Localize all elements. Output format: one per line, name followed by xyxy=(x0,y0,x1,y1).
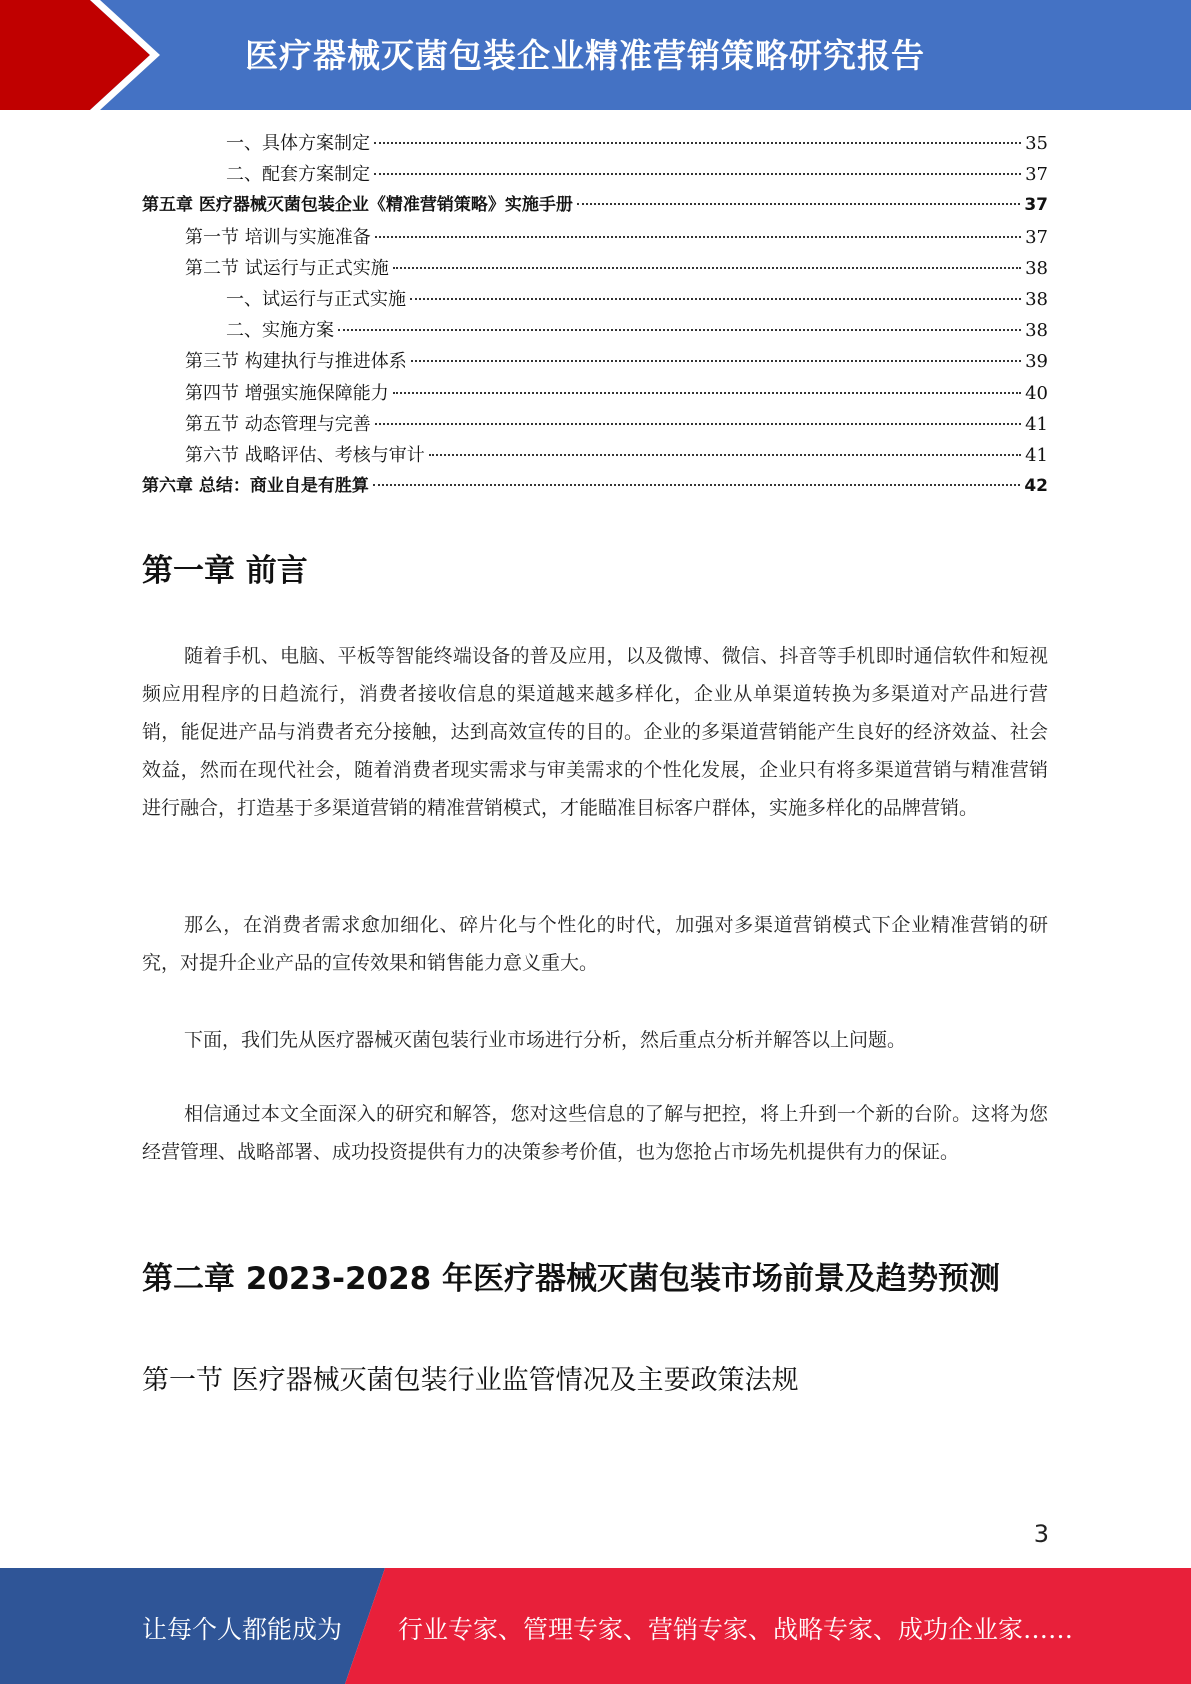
toc-dot-leader xyxy=(375,236,1021,238)
toc-entry-title: 第一节 培训与实施准备 xyxy=(185,226,371,248)
toc-entry-chapter[interactable] xyxy=(142,471,1048,502)
section-heading: 第一节 医疗器械灭菌包装行业监管情况及主要政策法规 xyxy=(142,1365,799,1396)
toc-entry-page: 38 xyxy=(1025,288,1048,310)
toc-dot-leader xyxy=(374,142,1021,144)
toc-entry[interactable] xyxy=(142,253,1048,284)
toc-entry-title: 一、具体方案制定 xyxy=(226,133,370,154)
page-footer xyxy=(0,1568,1191,1684)
toc-entry-title: 第六章 总结：商业自是有胜算 xyxy=(142,476,369,497)
toc-entry-title: 第五章 医疗器械灭菌包装企业《精准营销策略》实施手册 xyxy=(142,195,573,216)
toc-entry-title: 二、配套方案制定 xyxy=(226,164,370,186)
toc-entry-title: 第六节 战略评估、考核与审计 xyxy=(185,444,425,466)
table-of-contents xyxy=(142,128,1048,502)
toc-entry-page: 37 xyxy=(1024,195,1048,216)
toc-entry-chapter[interactable] xyxy=(142,190,1048,221)
toc-dot-leader xyxy=(373,484,1020,486)
toc-entry-title: 第二节 试运行与正式实施 xyxy=(185,257,389,279)
body-paragraph: 随着手机、电脑、平板等智能终端设备的普及应用，以及微博、微信、抖音等手机即时通信软件和短视频应用程序的日趋流行，消费者接收信息的渠道越来越多样化，企业从单渠道转换为多渠道对产品进行营销，能促进产品与消费者充分接触，达到高效宣传的目的。企业的多渠道营销能产生良好的经济效益、社会效益，然而在现代社会，随着消费者现实需求与审美需求的个性化发展，企业只有将多渠道营销与精准营销进行融合，打造基于多渠道营销的精准营销模式，才能瞄准目标客户群体，实施多样化的品牌营销。 xyxy=(142,645,1048,819)
toc-entry-page: 35 xyxy=(1025,133,1048,154)
toc-entry-title: 第五节 动态管理与完善 xyxy=(185,413,371,435)
toc-dot-leader xyxy=(577,203,1020,205)
toc-entry[interactable] xyxy=(142,159,1048,190)
toc-entry-title: 一、试运行与正式实施 xyxy=(226,288,406,310)
page-number: 3 xyxy=(1033,1520,1049,1548)
toc-entry-page: 42 xyxy=(1024,476,1048,497)
chapter-heading: 第一章 前言 xyxy=(142,553,308,589)
toc-dot-leader xyxy=(410,298,1021,300)
toc-entry[interactable] xyxy=(142,284,1048,315)
toc-entry[interactable] xyxy=(142,378,1048,409)
body-paragraph: 下面，我们先从医疗器械灭菌包装行业市场进行分析，然后重点分析并解答以上问题。 xyxy=(184,1029,907,1051)
toc-dot-leader xyxy=(375,423,1021,425)
toc-dot-leader xyxy=(393,267,1021,269)
toc-entry-page: 41 xyxy=(1025,444,1048,466)
toc-entry-title: 第三节 构建执行与推进体系 xyxy=(185,351,407,373)
toc-entry-page: 38 xyxy=(1025,257,1048,279)
page-header xyxy=(0,0,1191,110)
chapter-heading: 第二章 2023-2028 年医疗器械灭菌包装市场前景及趋势预测 xyxy=(142,1261,1001,1297)
toc-entry-page: 40 xyxy=(1025,382,1048,404)
toc-entry-title: 第四节 增强实施保障能力 xyxy=(185,382,389,404)
toc-entry-title: 二、实施方案 xyxy=(226,320,334,342)
toc-entry-page: 41 xyxy=(1025,413,1048,435)
toc-entry-page: 37 xyxy=(1025,164,1048,186)
toc-dot-leader xyxy=(393,392,1021,394)
toc-entry-page: 37 xyxy=(1025,226,1048,248)
body-paragraph: 那么，在消费者需求愈加细化、碎片化与个性化的时代，加强对多渠道营销模式下企业精准营销的研究，对提升企业产品的宣传效果和销售能力意义重大。 xyxy=(142,914,1048,974)
toc-dot-leader xyxy=(338,329,1021,331)
toc-entry[interactable] xyxy=(142,222,1048,253)
toc-entry[interactable] xyxy=(142,440,1048,471)
footer-slogan-left: 让每个人都能成为 xyxy=(142,1615,343,1644)
footer-slogan-right: 行业专家、管理专家、营销专家、战略专家、成功企业家…… xyxy=(398,1615,1074,1644)
toc-entry[interactable] xyxy=(142,315,1048,346)
header-title: 医疗器械灭菌包装企业精准营销策略研究报告 xyxy=(245,36,925,75)
toc-entry[interactable] xyxy=(142,346,1048,377)
toc-entry-page: 38 xyxy=(1025,320,1048,342)
toc-entry[interactable] xyxy=(142,128,1048,159)
toc-dot-leader xyxy=(374,173,1021,175)
toc-entry[interactable] xyxy=(142,409,1048,440)
toc-dot-leader xyxy=(411,360,1021,362)
toc-entry-page: 39 xyxy=(1025,351,1048,373)
toc-dot-leader xyxy=(429,454,1021,456)
body-paragraph: 相信通过本文全面深入的研究和解答，您对这些信息的了解与把控，将上升到一个新的台阶。这将为您经营管理、战略部署、成功投资提供有力的决策参考价值，也为您抢占市场先机提供有力的保证。 xyxy=(142,1103,1048,1163)
